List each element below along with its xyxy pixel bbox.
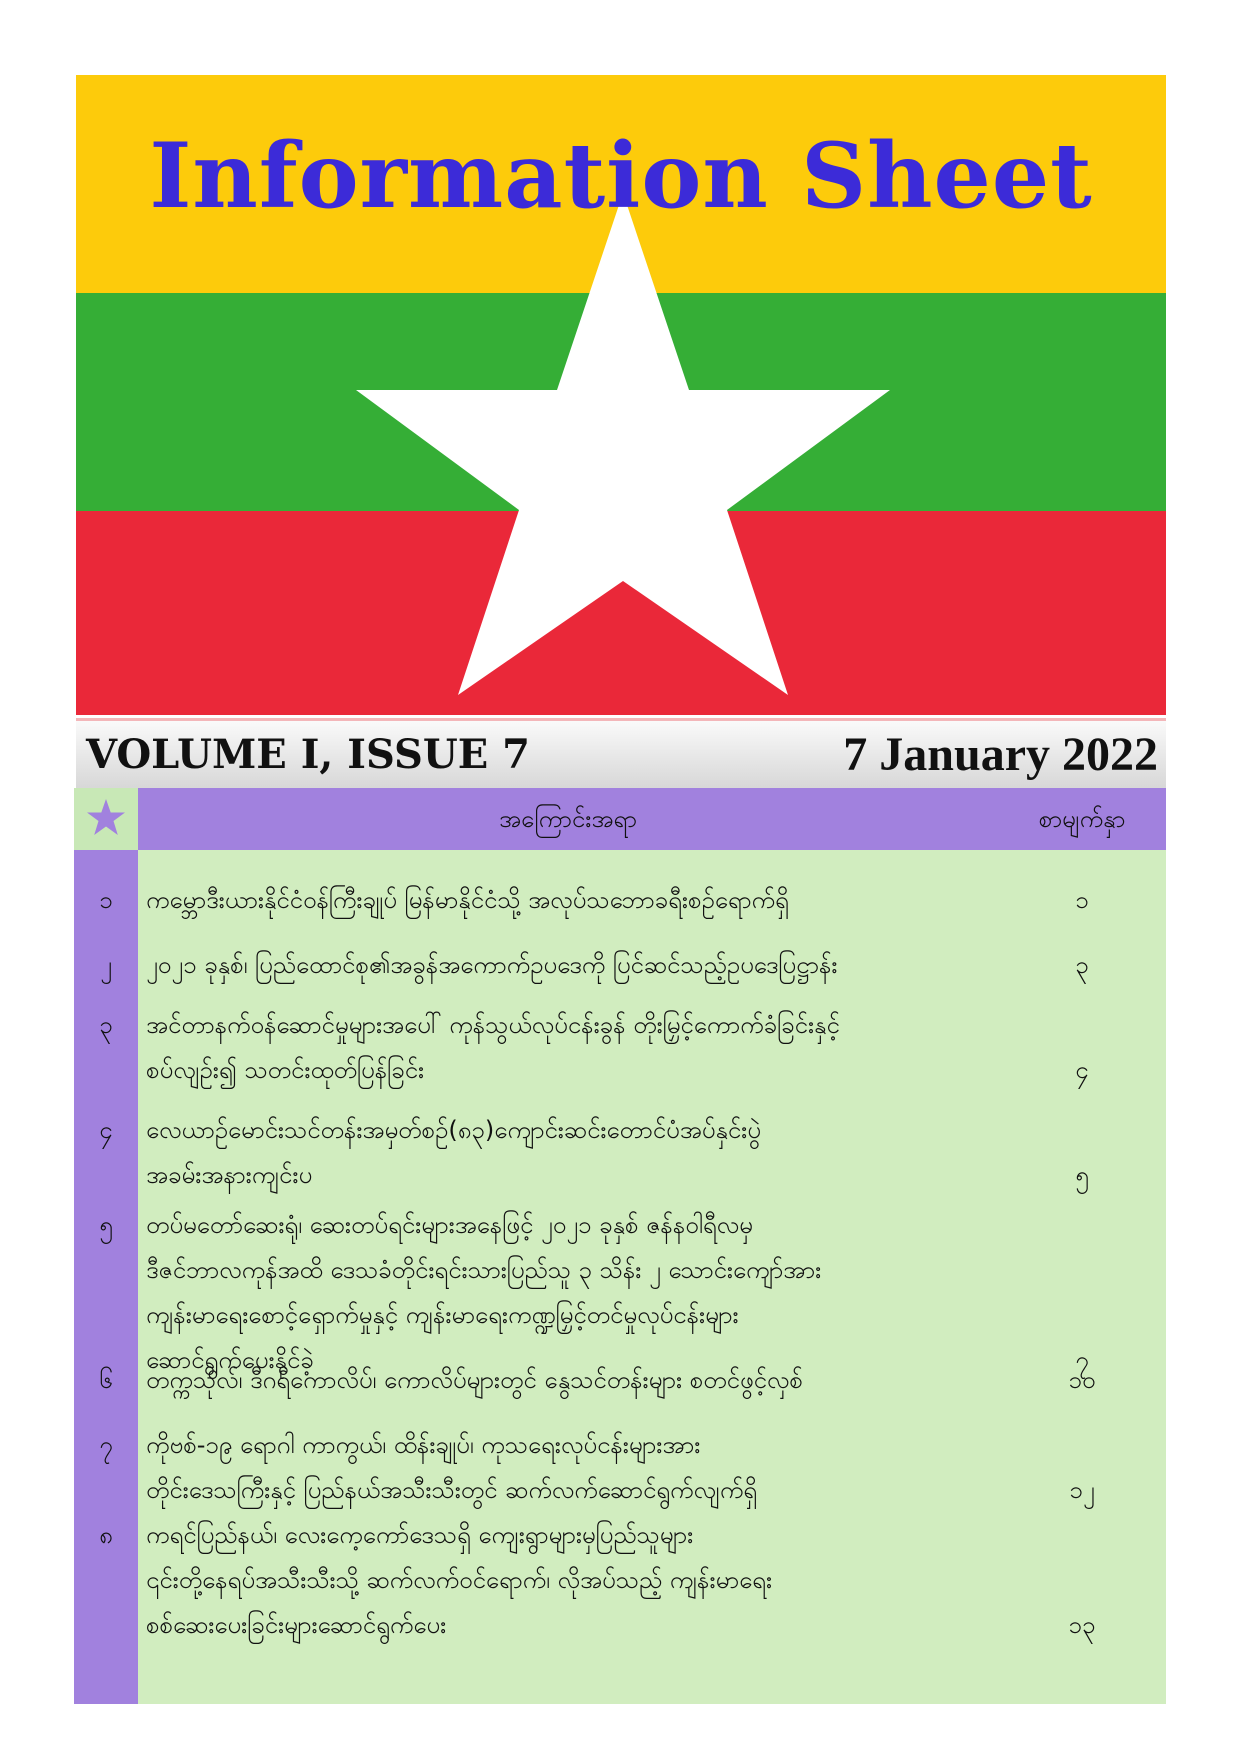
toc-row-title [146, 1003, 996, 1093]
toc-row-number: ၁ [99, 886, 113, 914]
issue-volume: VOLUME I, ISSUE 7 [86, 731, 530, 778]
toc-row[interactable] [74, 943, 1166, 988]
toc-row[interactable] [74, 878, 1166, 923]
toc-row-title-line: ၂၀၂၁ ခုနှစ်၊ ပြည်ထောင်စု၏အခွန်အကောက်ဥပဒေကို ပြင်ဆင်သည့်ဥပဒေပြဋ္ဌာန်း [146, 951, 838, 979]
toc-row-title-line: ကျန်းမာရေးစောင့်ရှောက်မှုနှင့် ကျန်းမာရေးကဏ္ဍမြှင့်တင်မှုလုပ်ငန်းများ [146, 1301, 739, 1329]
toc-row-title-line: ဆောင်ရွက်ပေးနိုင်ခဲ့ [146, 1346, 314, 1374]
toc-row-page: ၁၃ [1068, 1611, 1096, 1639]
toc-row-title [146, 943, 996, 988]
toc-topic-header: အကြောင်းအရာ [499, 805, 637, 833]
toc-header-star-cell [74, 788, 138, 850]
toc-row-title-line: စစ်ဆေးပေးခြင်းများဆောင်ရွက်ပေး [146, 1611, 447, 1639]
toc-row-number: ၄ [99, 1116, 113, 1144]
toc-row[interactable] [74, 1203, 1166, 1383]
toc-row-title-line: တိုင်းဒေသကြီးနှင့် ပြည်နယ်အသီးသီးတွင် ဆက်လက်ဆောင်ရွက်လျက်ရှိ [146, 1476, 758, 1504]
toc-page-header: စာမျက်နှာ [1038, 805, 1126, 833]
toc-header [74, 788, 1166, 850]
toc-row-title-line: စပ်လျဉ်း၍ သတင်းထုတ်ပြန်ခြင်း [146, 1056, 425, 1084]
toc-row-page: ၅ [1075, 1161, 1089, 1189]
toc-row-number: ၈ [99, 1521, 113, 1549]
toc-row-number: ၆ [99, 1366, 113, 1394]
toc-row[interactable] [74, 1003, 1166, 1093]
toc-row-page: ၇ [1075, 1346, 1089, 1374]
toc-row-number: ၇ [99, 1431, 113, 1459]
star-icon [86, 798, 126, 838]
toc-row-page: ၁ [1075, 886, 1089, 914]
toc-row-number: ၂ [100, 951, 112, 979]
toc-row-title [146, 1108, 996, 1198]
toc-row-title-line: လေယာဉ်မောင်းသင်တန်းအမှတ်စဉ်(၈၃)ကျောင်းဆင်းတောင်ပံအပ်နှင်းပွဲ [146, 1116, 761, 1144]
toc-row-title-line: ကရင်ပြည်နယ်၊ လေးကေ့ကော်ဒေသရှိ ကျေးရွာများမှပြည်သူများ [146, 1521, 694, 1549]
toc-row[interactable] [74, 1513, 1166, 1648]
toc-row-title-line: ၎င်းတို့နေရပ်အသီးသီးသို့ ဆက်လက်ဝင်ရောက်၊ လိုအပ်သည့် ကျန်းမာရေး [146, 1566, 773, 1594]
toc-row-page: ၄ [1075, 1056, 1089, 1084]
toc-row-page: ၃ [1075, 951, 1089, 979]
toc-row-title [146, 878, 996, 923]
toc-row-page: ၁၀ [1068, 1366, 1096, 1394]
toc-row-title [146, 1423, 996, 1513]
toc-row-title [146, 1358, 996, 1403]
issue-bar [76, 718, 1166, 791]
toc-row-title-line: တပ်မတော်ဆေးရုံ၊ ဆေးတပ်ရင်းများအနေဖြင့် ၂၀၂၁ ခုနှစ် ဇန်နဝါရီလမှ [146, 1211, 753, 1239]
toc-row-page: ၁၂ [1069, 1476, 1095, 1504]
issue-date: 7 January 2022 [843, 728, 1158, 781]
toc-row-title [146, 1203, 996, 1383]
toc-row[interactable] [74, 1358, 1166, 1403]
cover-title: Information Sheet [149, 123, 1093, 229]
table-of-contents [74, 788, 1166, 1704]
toc-row-title-line: အခမ်းအနားကျင်းပ [146, 1161, 313, 1189]
toc-row-title-line: ကမ္ဘောဒီးယားနိုင်ငံဝန်ကြီးချုပ် မြန်မာနိုင်ငံသို့ အလုပ်သဘောခရီးစဉ်ရောက်ရှိ [146, 886, 789, 914]
toc-row[interactable] [74, 1423, 1166, 1513]
toc-row-title-line: ဒီဇင်ဘာလကုန်အထိ ဒေသခံတိုင်းရင်းသားပြည်သူ ၃ သိန်း ၂ သောင်းကျော်အား [146, 1256, 822, 1284]
toc-row-title-line: ကိုဗစ်-၁၉ ရောဂါ ကာကွယ်၊ ထိန်းချုပ်၊ ကုသရေးလုပ်ငန်းများအား [146, 1431, 701, 1459]
toc-row[interactable] [74, 1108, 1166, 1198]
cover-flag [76, 75, 1166, 715]
toc-row-number: ၃ [99, 1011, 113, 1039]
toc-row-title-line: အင်တာနက်ဝန်ဆောင်မှုများအပေါ် ကုန်သွယ်လုပ်ငန်းခွန် တိုးမြှင့်ကောက်ခံခြင်းနှင့် [146, 1011, 840, 1039]
toc-row-number: ၅ [99, 1211, 113, 1239]
toc-row-title-line: တက္ကသိုလ်၊ ဒီဂရီကောလိပ်၊ ကောလိပ်များတွင် နွေသင်တန်းများ စတင်ဖွင့်လှစ် [146, 1366, 803, 1394]
toc-row-title [146, 1513, 996, 1648]
